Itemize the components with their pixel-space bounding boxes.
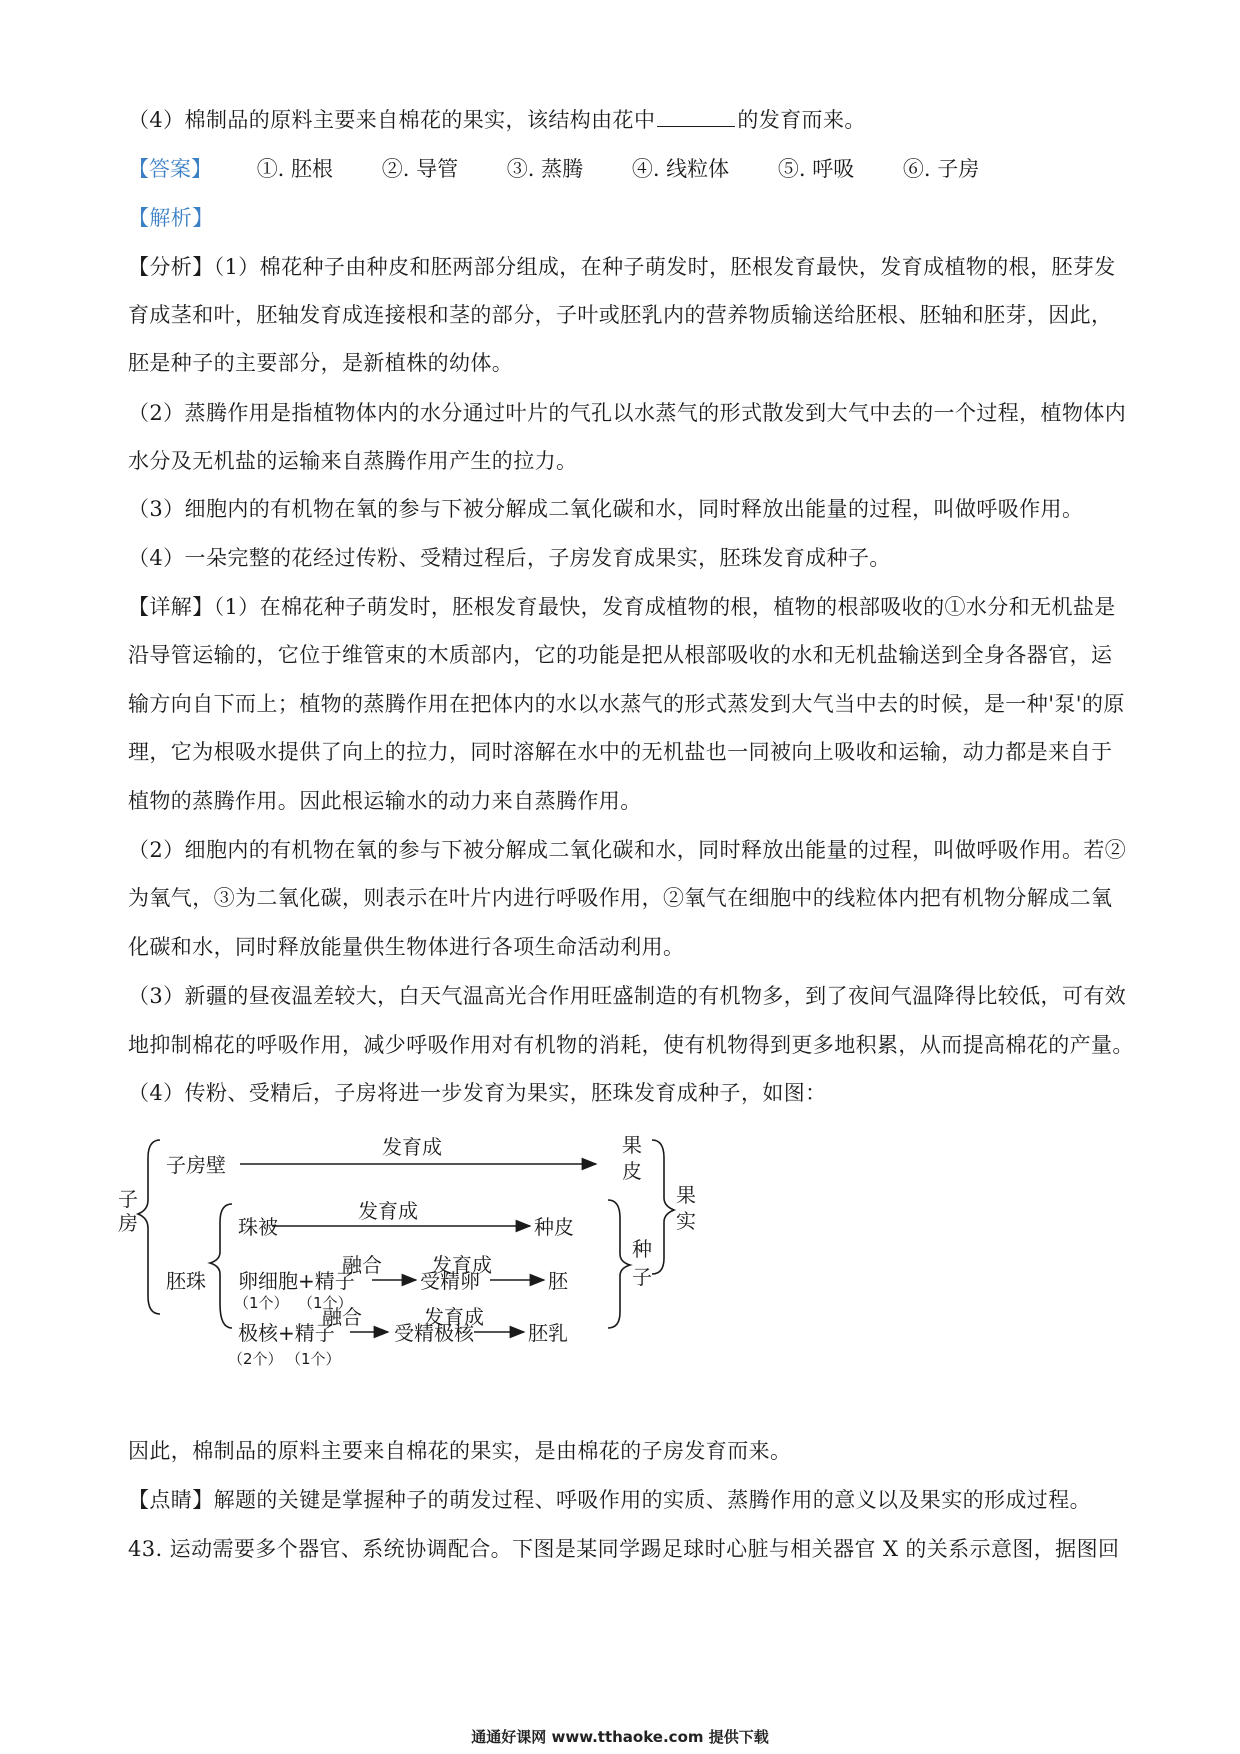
detail-label: 【详解】 [128, 595, 214, 619]
label-count-polar: （2个） [228, 1350, 283, 1368]
label-fusion-2: 融合 [322, 1305, 362, 1329]
label-zygote: 受精卵 [420, 1269, 480, 1293]
label-develops-4: 发育成 [424, 1305, 484, 1329]
label-ovary-2: 房 [118, 1211, 138, 1235]
answer-tag: 【答案】 [128, 157, 212, 181]
detail-text: （1）在棉花种子萌发时，胚根发育最快，发育成植物的根，植物的根部吸收的①水分和无机盐是 [213, 595, 1116, 619]
label-seed-coat: 种皮 [534, 1215, 574, 1239]
label-polar-sperm: 极核+精子 [238, 1321, 335, 1345]
label-develops-2: 发育成 [358, 1199, 418, 1223]
label-seed-1: 种 [632, 1237, 652, 1261]
label-embryo: 胚 [548, 1269, 568, 1293]
seed-brace [608, 1200, 630, 1328]
analysis-label: 【分析】 [128, 255, 214, 279]
label-ovary-wall: 子房壁 [166, 1153, 226, 1177]
detail-line-4: 理，它为根吸水提供了向上的拉力，同时溶解在水中的无机盐也一同被向上吸收和运输，动力都是来自于 [128, 740, 1113, 764]
detail-line-6: （2）细胞内的有机物在氧的参与下被分解成二氧化碳和水，同时释放出能量的过程，叫做呼吸作用。若② [128, 838, 1127, 862]
q4-suffix: 的发育而来。 [737, 108, 866, 132]
label-pericarp-1: 果 [622, 1133, 642, 1157]
detail-line-11: （4）传粉、受精后，子房将进一步发育为果实，胚珠发育成种子，如图： [128, 1081, 827, 1105]
label-fertilized-polar: 受精极核 [394, 1321, 474, 1345]
analysis-text: （1）棉花种子由种皮和胚两部分组成，在种子萌发时，胚根发育最快，发育成植物的根，胚芽发 [213, 255, 1116, 279]
answer-6: ⑥. 子房 [902, 157, 980, 181]
fruit-brace [652, 1140, 674, 1274]
detail-line-9: （3）新疆的昼夜温差较大，白天气温高光合作用旺盛制造的有机物多，到了夜间气温降得比较低，可有效 [128, 984, 1127, 1008]
key-point [128, 1485, 1128, 1515]
analysis-line-6: （3）细胞内的有机物在氧的参与下被分解成二氧化碳和水，同时释放出能量的过程，叫做呼吸作用。 [128, 497, 1084, 521]
fruit-formation-diagram [110, 1118, 696, 1388]
analysis-line-5: 水分及无机盐的运输来自蒸腾作用产生的拉力。 [128, 449, 578, 473]
conclusion: 因此，棉制品的原料主要来自棉花的果实，是由棉花的子房发育而来。 [128, 1439, 792, 1463]
label-fruit-1: 果 [676, 1183, 696, 1207]
answer-5: ⑤. 呼吸 [777, 157, 855, 181]
answer-3: ③. 蒸腾 [506, 157, 584, 181]
detail-line-10: 地抑制棉花的呼吸作用，减少呼吸作用对有机物的消耗，使有机物得到更多地积累，从而提高棉花的产量。 [128, 1033, 1134, 1057]
detail-line-8: 化碳和水，同时释放能量供生物体进行各项生命活动利用。 [128, 935, 685, 959]
label-develops-1: 发育成 [382, 1135, 442, 1159]
label-count-sperm-1: （1个） [298, 1294, 353, 1312]
question-4 [128, 104, 1128, 135]
label-ovary-1: 子 [118, 1187, 138, 1211]
answer-1: ①. 胚根 [256, 157, 334, 181]
ovule-brace [210, 1204, 232, 1328]
answer-blank [657, 104, 735, 127]
analysis-line-4: （2）蒸腾作用是指植物体内的水分通过叶片的气孔以水蒸气的形式散发到大气中去的一个过程，植物体内 [128, 401, 1127, 425]
question-43: 43. 运动需要多个器官、系统协调配合。下图是某同学踢足球时心脏与相关器官 X 的关系示意图，据图回 [128, 1537, 1120, 1561]
footer-source: 通通好课网 www.tthaoke.com 提供下载 [471, 1728, 769, 1746]
label-egg-sperm: 卵细胞+精子 [238, 1269, 355, 1293]
detail-line-2: 沿导管运输的，它位于维管束的木质部内，它的功能是把从根部吸收的水和无机盐输送到全身各器官，运 [128, 643, 1113, 667]
answer-2: ②. 导管 [381, 157, 459, 181]
label-count-egg: （1个） [234, 1294, 289, 1312]
detail-line-5: 植物的蒸腾作用。因此根运输水的动力来自蒸腾作用。 [128, 789, 642, 813]
label-develops-3: 发育成 [432, 1253, 492, 1277]
analysis-line-3: 胚是种子的主要部分，是新植株的幼体。 [128, 351, 514, 375]
label-integument: 珠被 [238, 1215, 278, 1239]
point-label: 【点睛】 [128, 1488, 214, 1512]
detail-line-1 [128, 592, 1128, 622]
label-seed-2: 子 [632, 1265, 652, 1289]
analysis-tag: 【解析】 [128, 206, 214, 230]
label-fruit-2: 实 [676, 1209, 696, 1233]
answer-row [128, 154, 1021, 184]
analysis-line-2: 育成茎和叶，胚轴发育成连接根和茎的部分，子叶或胚乳内的营养物质输送给胚根、胚轴和胚芽，因此， [128, 303, 1113, 327]
q4-prefix: （4）棉制品的原料主要来自棉花的果实，该结构由花中 [128, 108, 656, 132]
point-text: 解题的关键是掌握种子的萌发过程、呼吸作用的实质、蒸腾作用的意义以及果实的形成过程。 [213, 1488, 1092, 1512]
label-endosperm: 胚乳 [528, 1321, 568, 1345]
label-pericarp-2: 皮 [622, 1159, 642, 1183]
ovary-brace [138, 1140, 160, 1314]
label-ovule: 胚珠 [166, 1269, 206, 1293]
detail-line-3: 输方向自下而上；植物的蒸腾作用在把体内的水以水蒸气的形式蒸发到大气当中去的时候，是一种'泵'的原 [128, 692, 1125, 716]
analysis-line-1 [128, 252, 1128, 282]
label-count-sperm-2: （1个） [286, 1350, 341, 1368]
analysis-line-7: （4）一朵完整的花经过传粉、受精过程后，子房发育成果实，胚珠发育成种子。 [128, 546, 891, 570]
answer-4: ④. 线粒体 [631, 157, 730, 181]
label-fusion-1: 融合 [342, 1253, 382, 1277]
detail-line-7: 为氧气，③为二氧化碳，则表示在叶片内进行呼吸作用，②氧气在细胞中的线粒体内把有机物分解成二氧 [128, 886, 1113, 910]
